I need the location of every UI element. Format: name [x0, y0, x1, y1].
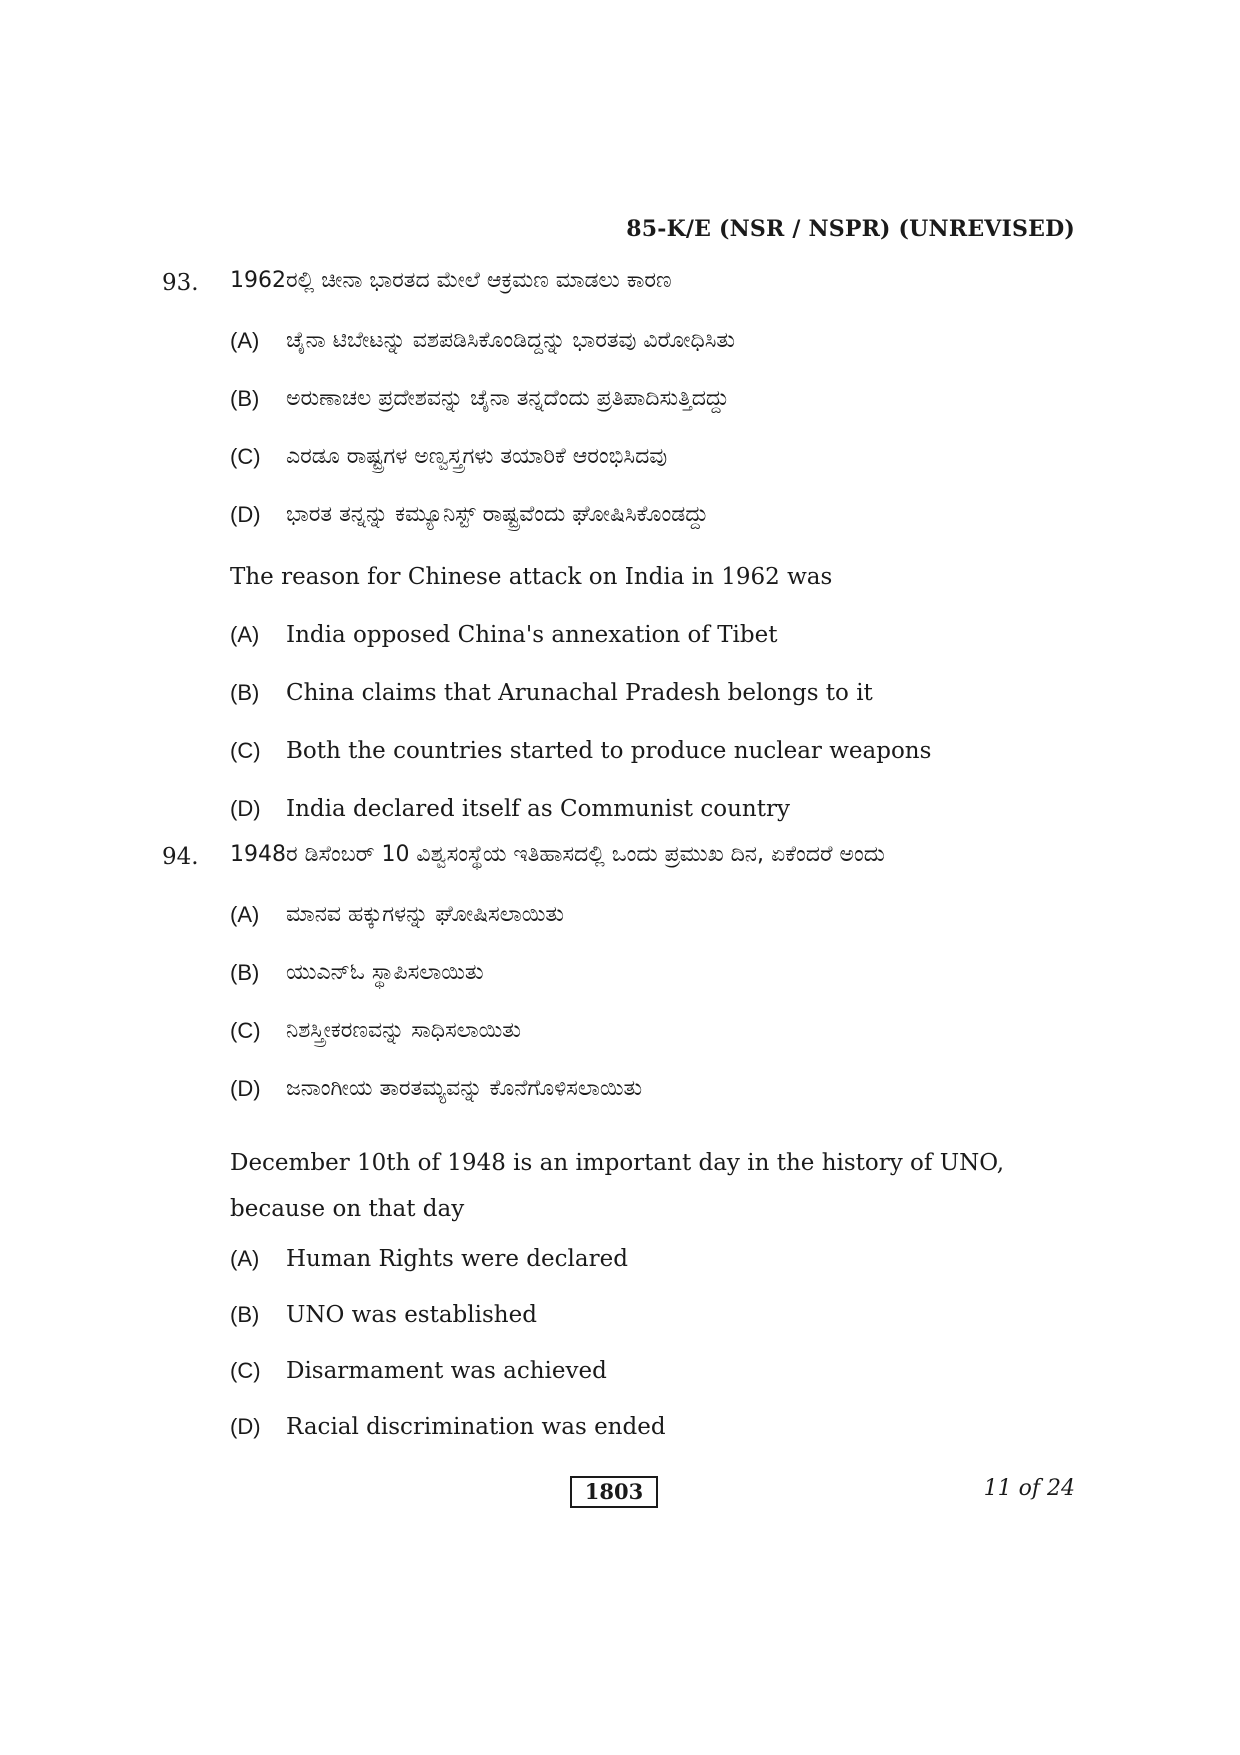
page-header-code: 85-K/E (NSR / NSPR) (UNREVISED): [626, 216, 1075, 242]
option-kannada-c: [230, 444, 1130, 480]
option-text: ಎರಡೂ ರಾಷ್ಟ್ರಗಳ ಅಣ್ವಸ್ತ್ರಗಳು ತಯಾರಿಕೆ ಆರಂಭಿಸಿದವು: [286, 444, 668, 469]
option-label: (D): [230, 796, 261, 821]
option-label: (A): [230, 902, 260, 927]
option-text: China claims that Arunachal Pradesh belongs to it: [286, 680, 873, 706]
question-stem-english: December 10th of 1948 is an important day in the history of UNO, because on that day: [230, 1150, 1005, 1222]
option-label: (C): [230, 1018, 261, 1043]
option-kannada-c: [230, 1018, 1130, 1054]
option-text: ಮಾನವ ಹಕ್ಕುಗಳನ್ನು ಘೋಷಿಸಲಾಯಿತು: [286, 902, 565, 927]
option-text: UNO was established: [286, 1302, 537, 1328]
option-kannada-b: [230, 960, 1130, 996]
question-number: 93.: [162, 270, 199, 296]
option-label: (D): [230, 502, 261, 527]
option-label: (B): [230, 680, 260, 705]
option-label: (B): [230, 386, 260, 411]
option-kannada-a: [230, 902, 1130, 938]
question-stem-kannada: 1948ರ ಡಿಸೆಂಬರ್ 10 ವಿಶ್ವಸಂಸ್ಥೆಯ ಇತಿಹಾಸದಲ್ಲಿ ಒಂದು ಪ್ರಮುಖ ದಿನ, ಏಕೆಂದರೆ ಅಂದು: [230, 842, 885, 867]
option-label: (C): [230, 1358, 261, 1383]
option-text: ಭಾರತ ತನ್ನನ್ನು ಕಮ್ಯೂನಿಸ್ಟ್ ರಾಷ್ಟ್ರವೆಂದು ಘೋಷಿಸಿಕೊಂಡದ್ದು: [286, 502, 709, 527]
option-kannada-b: [230, 386, 1130, 422]
option-text: Racial discrimination was ended: [286, 1414, 666, 1440]
option-kannada-d: [230, 1076, 1130, 1112]
option-english-c: [230, 1358, 1130, 1394]
question-stem-english: The reason for Chinese attack on India in 1962 was: [230, 564, 833, 590]
option-text: India declared itself as Communist country: [286, 796, 790, 822]
option-english-c: [230, 738, 1130, 774]
option-text: Human Rights were declared: [286, 1246, 628, 1272]
option-label: (C): [230, 738, 261, 763]
question-stem-kannada: 1962ರಲ್ಲಿ ಚೀನಾ ಭಾರತದ ಮೇಲೆ ಆಕ್ರಮಣ ಮಾಡಲು ಕಾರಣ: [230, 268, 672, 293]
option-english-a: [230, 1246, 1130, 1282]
option-text: India opposed China's annexation of Tibet: [286, 622, 778, 648]
page-number: 11 of 24: [983, 1476, 1075, 1501]
option-text: ಯುಎನ್‌ಓ ಸ್ಥಾಪಿಸಲಾಯಿತು: [286, 960, 484, 985]
option-text: ಚೈನಾ ಟಿಬೇಟನ್ನು ವಶಪಡಿಸಿಕೊಂಡಿದ್ದನ್ನು ಭಾರತವು ವಿರೋಧಿಸಿತು: [286, 328, 736, 353]
option-text: Disarmament was achieved: [286, 1358, 607, 1384]
option-label: (B): [230, 1302, 260, 1327]
footer-code-box: 1803: [570, 1476, 658, 1508]
option-label: (A): [230, 1246, 260, 1271]
option-text: ನಿಶಸ್ತ್ರೀಕರಣವನ್ನು ಸಾಧಿಸಲಾಯಿತು: [286, 1018, 521, 1043]
option-label: (B): [230, 960, 260, 985]
question-number: 94.: [162, 844, 199, 870]
option-english-d: [230, 1414, 1130, 1450]
option-english-d: [230, 796, 1130, 832]
option-text: Both the countries started to produce nuclear weapons: [286, 738, 932, 764]
option-label: (A): [230, 328, 260, 353]
option-label: (C): [230, 444, 261, 469]
option-english-b: [230, 1302, 1130, 1338]
option-label: (A): [230, 622, 260, 647]
option-english-a: [230, 622, 1130, 658]
option-kannada-d: [230, 502, 1130, 538]
option-english-b: [230, 680, 1130, 716]
option-label: (D): [230, 1076, 261, 1101]
option-kannada-a: [230, 328, 1130, 364]
option-text: ಅರುಣಾಚಲ ಪ್ರದೇಶವನ್ನು ಚೈನಾ ತನ್ನದೆಂದು ಪ್ರತಿಪಾದಿಸುತ್ತಿದದ್ದು: [286, 386, 730, 411]
option-text: ಜನಾಂಗೀಯ ತಾರತಮ್ಯವನ್ನು ಕೊನೆಗೊಳಿಸಲಾಯಿತು: [286, 1076, 643, 1101]
option-label: (D): [230, 1414, 261, 1439]
